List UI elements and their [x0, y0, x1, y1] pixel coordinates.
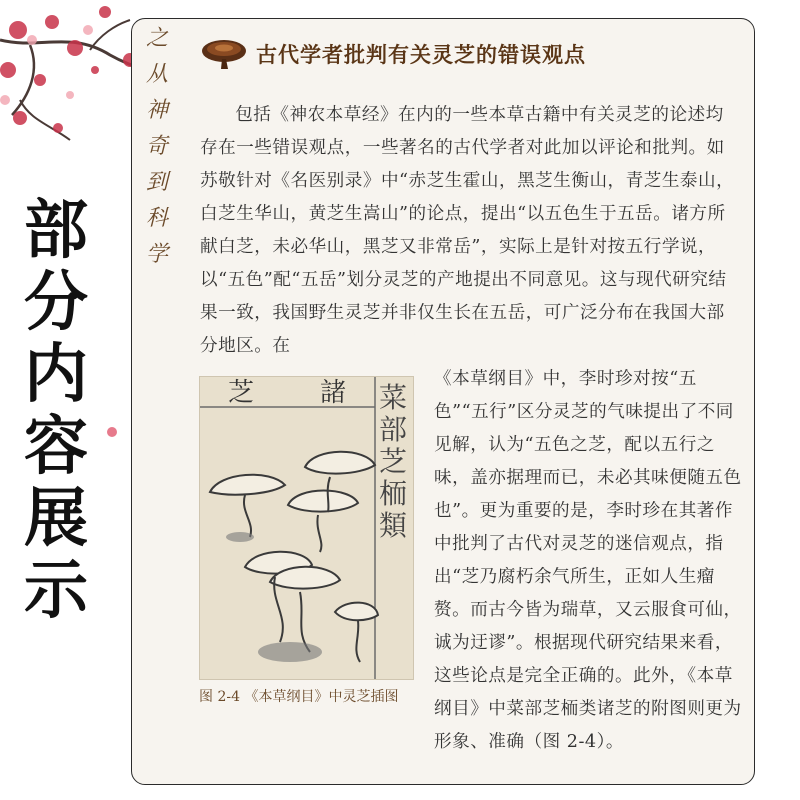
body-paragraph: 包括《神农本草经》在内的一些本草古籍中有关灵芝的论述均存在一些错误观点，一些著名的古代学者对此加以评论和批判。如苏敬针对《名医别录》中“赤芝生霍山，黑芝生衡山，青芝生泰山，白芝生华山，黄芝生嵩山”的论点，提出“以五色生于五岳。诸方所献白芝，未必华山，黑芝又非常岳”，实际上是针对按五行学说，以“五色”配“五岳”划分灵芝的产地提出不同意见。这与现代研究结果一致，我国野生灵芝并非仅生长在五岳，可广泛分布在我国大部分地区。在 — [200, 105, 735, 356]
vertical-title: 之 从 神 奇 到 科 学 — [145, 26, 168, 267]
lingzhi-mushroom-icon — [200, 37, 248, 71]
figure-char-4: 部 — [379, 413, 408, 446]
heading-text: 古代学者批判有关灵芝的错误观点 — [256, 43, 586, 67]
book-page — [131, 18, 755, 785]
figure-char-6: 栭 — [379, 477, 408, 510]
figure-char-2: 諸 — [320, 378, 347, 408]
figure-char-5: 芝 — [379, 445, 408, 478]
wrapped-paragraph: 《本草纲目》中，李时珍对按“五色”“五行”区分灵芝的气味提出了不同见解，认为“五色之芝，配以五行之味，盖亦据理而已，未必其味便随五色也”。更为重要的是，李时珍在其著作中批判了古代对灵芝的迷信观点，指出“芝乃腐朽余气所生，正如人生瘤赘。而古今皆为瑞草，又云服食可仙，诚为迂谬”。根据现代研究结果来看，这些论点是完全正确的。此外，《本草纲目》中菜部芝栭类诸芝的附图则更为形象、准确（图 2-4）。 — [434, 369, 742, 752]
figure-caption: 图 2-4 《本草纲目》中灵芝插图 — [199, 689, 399, 705]
figure-char-7: 類 — [379, 509, 408, 542]
side-label: 部 分 内 容 展 示 — [24, 194, 88, 628]
figure-char-3: 菜 — [379, 381, 408, 414]
figure-illustration — [199, 376, 414, 680]
figure-char-1: 芝 — [228, 378, 255, 408]
petal-decoration — [105, 425, 119, 439]
section-heading — [200, 36, 586, 72]
